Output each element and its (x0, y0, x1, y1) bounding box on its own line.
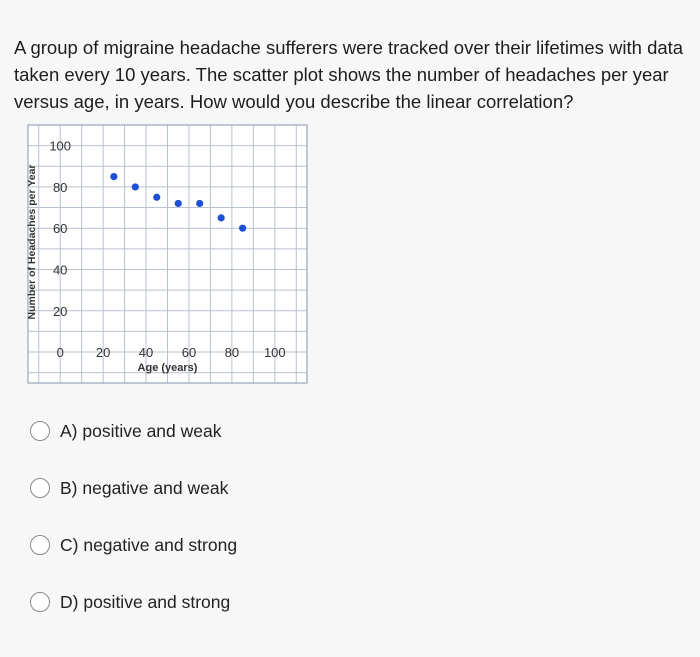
x-tick-label: 60 (181, 345, 197, 361)
data-point (110, 173, 117, 180)
y-axis-label: Number of Headaches per Year (26, 164, 38, 320)
choice-b[interactable] (30, 475, 228, 501)
radio-button-icon[interactable] (30, 592, 50, 612)
x-tick-label: 80 (224, 345, 240, 361)
y-tick-label: 40 (52, 262, 68, 278)
y-tick-label: 60 (52, 221, 68, 237)
radio-button-icon[interactable] (30, 478, 50, 498)
choice-a-label: A) positive and weak (60, 420, 222, 441)
choice-a[interactable] (30, 418, 222, 444)
data-point (196, 200, 203, 207)
radio-button-icon[interactable] (30, 535, 50, 555)
x-tick-label: 20 (95, 345, 111, 361)
x-tick-label: 0 (56, 345, 64, 361)
data-point (153, 194, 160, 201)
radio-button-icon[interactable] (30, 421, 50, 441)
y-tick-label: 80 (52, 179, 68, 195)
question-text: A group of migraine headache sufferers were tracked over their lifetimes with data taken every 10 years. The scatter plot shows the number of headaches per year versus age, in years. How would you describe the linear correlation? (14, 37, 684, 112)
data-point (132, 183, 139, 190)
scatter-plot (14, 120, 314, 390)
choice-d-label: D) positive and strong (60, 591, 231, 612)
choice-b-label: B) negative and weak (60, 477, 229, 498)
x-tick-label: 40 (138, 345, 154, 361)
scatter-plot-svg (14, 120, 314, 390)
data-point (175, 200, 182, 207)
y-tick-label: 20 (52, 303, 68, 319)
y-tick-label: 100 (49, 138, 72, 154)
choice-c-label: C) negative and strong (60, 534, 238, 555)
choice-c[interactable] (30, 532, 237, 558)
data-point (218, 214, 225, 221)
x-axis-label: Age (years) (137, 362, 198, 375)
choice-d[interactable] (30, 589, 230, 615)
x-tick-label: 100 (263, 345, 286, 361)
data-point (239, 225, 246, 232)
